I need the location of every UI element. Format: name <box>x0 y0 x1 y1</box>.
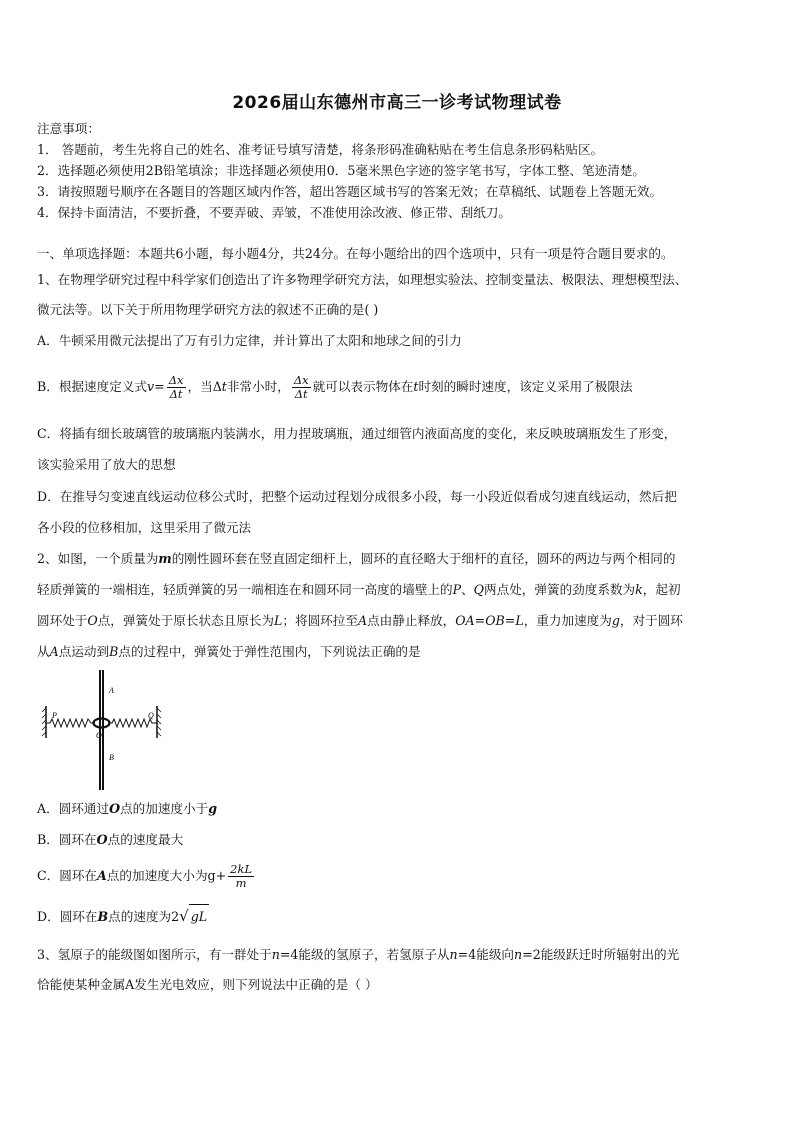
q2-stem-line3: 圆环处于O点，弹簧处于原长状态且原长为L；将圆环拉至A点由静止释放，OA=OB=L，重力加速度为g，对于圆环 <box>37 613 683 628</box>
velocity-fraction-2: $\frac{\Delta x}{\Delta t}$ <box>293 373 309 401</box>
q2-stem-line2: 轻质弹簧的一端相连，轻质弹簧的另一端相连在和圆环同一高度的墙壁上的P、Q两点处，弹簧的劲度系数为k，起初 <box>37 582 681 597</box>
q2-option-d: D．圆环在B点的速度为2√ gL <box>37 904 209 929</box>
accel-fraction: $\frac{2kL}{m}$ <box>230 862 253 890</box>
section-heading: 一、单项选择题：本题共6小题，每小题4分，共24分。在每小题给出的四个选项中，只有一项是符合题目要求的。 <box>37 246 674 261</box>
notice-item-2: 2．选择题必须使用2B铅笔填涂；非选择题必须使用0．5毫米黑色字迹的签字笔书写，字体工整、笔迹清楚。 <box>37 163 646 178</box>
notice-item-3: 3．请按照题号顺序在各题目的答题区域内作答，超出答题区域书写的答案无效；在草稿纸、试题卷上答题无效。 <box>37 184 663 199</box>
velocity-fraction: $\frac{\Delta x}{\Delta t}$ <box>168 373 184 401</box>
label-p: P <box>52 711 57 720</box>
page-title: 2026届山东德州市高三一诊考试物理试卷 <box>232 93 562 113</box>
notice-item-1: 1． 答题前，考生先将自己的姓名、准考证号填写清楚，将条形码准确粘贴在考生信息条形码粘贴区。 <box>37 142 604 157</box>
q1-option-d-line2: 各小段的位移相加，这里采用了微元法 <box>37 520 252 535</box>
q2-stem-line4: 从A点运动到B点的过程中，弹簧处于弹性范围内，下列说法正确的是 <box>37 644 421 659</box>
q1-option-b: B．根据速度定义式v= $\frac{\Delta x}{\Delta t}$ ，当Δt非常小时， $\frac{\Delta x}{\Delta t}$ 就可以表示物体在t时刻的瞬时速度，该定义采用了极限法 <box>37 373 633 401</box>
q2-option-c: C．圆环在A点的加速度大小为g+ $\frac{2kL}{m}$ <box>37 862 253 890</box>
q1-option-c-line1: C．将插有细长玻璃管的玻璃瓶内装满水，用力捏玻璃瓶，通过细管内液面高度的变化，来反映玻璃瓶发生了形变， <box>37 426 677 441</box>
q3-stem-line2: 恰能使某种金属A发生光电效应，则下列说法中正确的是（ ） <box>37 977 378 992</box>
label-a: A <box>109 686 114 695</box>
q2-stem-line1: 2、如图，一个质量为m的刚性圆环套在竖直固定细杆上，圆环的直径略大于细杆的直径，圆环的两边与两个相同的 <box>37 551 676 566</box>
label-q: Q <box>148 711 154 720</box>
q1-option-c-line2: 该实验采用了放大的思想 <box>37 457 176 472</box>
right-spring <box>108 719 157 727</box>
label-o: O <box>96 731 102 740</box>
q1-stem-line2: 微元法等。以下关于所用物理学研究方法的叙述不正确的是( ) <box>37 302 379 317</box>
q1-stem-line1: 1、在物理学研究过程中科学家们创造出了许多物理学研究方法，如理想实验法、控制变量法、极限法、理想模型法、 <box>37 272 688 287</box>
notice-heading: 注意事项： <box>37 121 100 136</box>
q3-stem-line1: 3、氢原子的能级图如图所示，有一群处于n=4能级的氢原子，若氢原子从n=4能级向n=2能级跃迁时所辐射出的光 <box>37 947 680 962</box>
sqrt-sign: √ <box>179 907 189 925</box>
q2-option-b: B．圆环在O点的速度最大 <box>37 832 184 847</box>
q1-option-a: A．牛顿采用微元法提出了万有引力定律，并计算出了太阳和地球之间的引力 <box>37 333 462 348</box>
ring-spring-figure <box>40 668 165 792</box>
notice-item-4: 4．保持卡面清洁，不要折叠，不要弄破、弄皱，不准使用涂改液、修正带、刮纸刀。 <box>37 205 511 220</box>
q1-option-d-line1: D．在推导匀变速直线运动位移公式时，把整个运动过程划分成很多小段，每一小段近似看成匀速直线运动，然后把 <box>37 489 677 504</box>
left-spring <box>46 719 95 727</box>
q2-option-a: A．圆环通过O点的加速度小于g <box>37 801 218 816</box>
label-b: B <box>109 753 114 762</box>
